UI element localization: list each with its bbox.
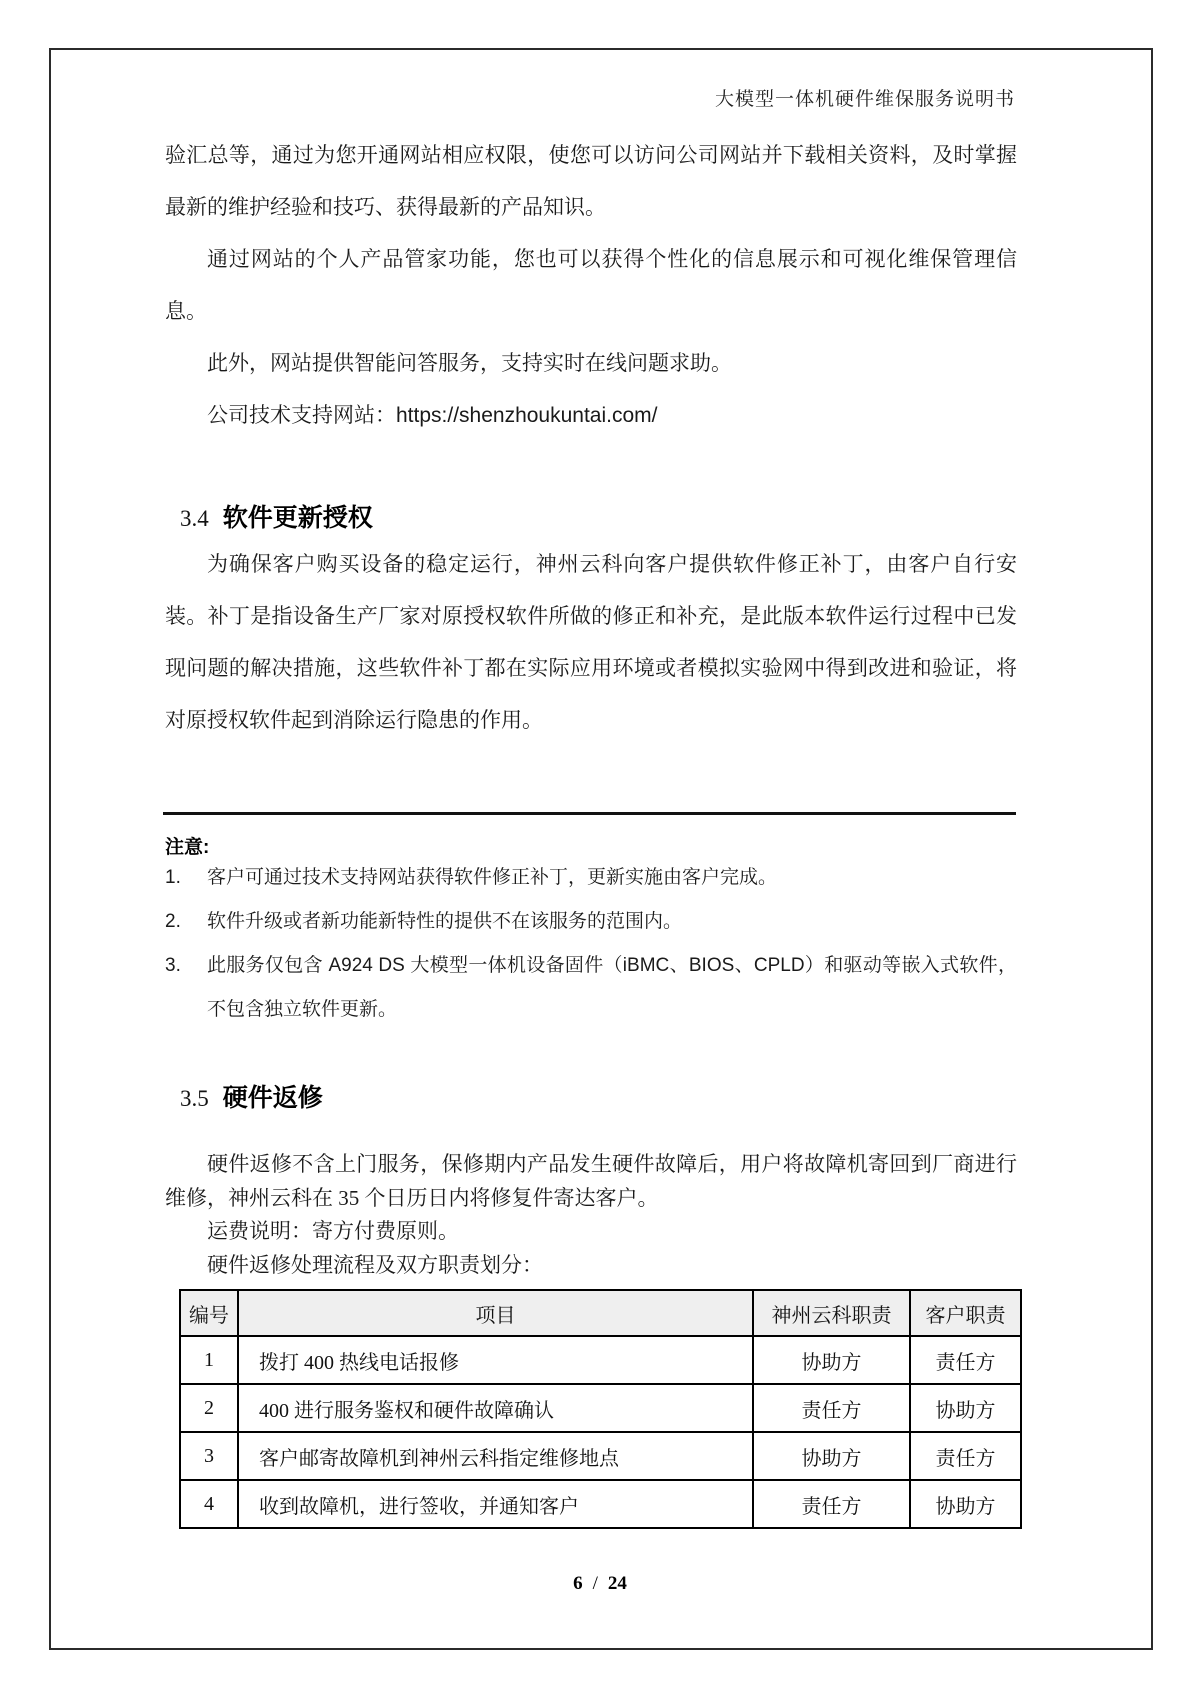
cell-customer-duty: 协助方 xyxy=(910,1480,1021,1528)
note-label: 注意: xyxy=(165,837,210,858)
section-3-4-heading xyxy=(180,498,373,534)
cell-customer-duty: 责任方 xyxy=(910,1432,1021,1480)
table-row xyxy=(180,1432,1021,1480)
note-divider-rule xyxy=(163,812,1016,815)
page-number-footer xyxy=(0,1573,1200,1595)
table-header-vendor-duty: 神州云科职责 xyxy=(753,1290,910,1336)
table-row xyxy=(180,1480,1021,1528)
section-3-5-number: 3.5 xyxy=(180,1086,209,1111)
note-item xyxy=(165,856,1017,900)
intro-paragraph-1: 验汇总等，通过为您开通网站相应权限，使您可以访问公司网站并下载相关资料，及时掌握最新的维护经验和技巧、获得最新的产品知识。 xyxy=(165,144,1017,219)
section-3-4-number: 3.4 xyxy=(180,506,209,531)
table-header-item: 项目 xyxy=(238,1290,753,1336)
intro-section xyxy=(165,130,1017,442)
table-header-row xyxy=(180,1290,1021,1336)
table-row xyxy=(180,1336,1021,1384)
note-list xyxy=(165,856,1017,1032)
cell-vendor-duty: 责任方 xyxy=(753,1384,910,1432)
cell-item: 400 进行服务鉴权和硬件故障确认 xyxy=(238,1384,753,1432)
note-item-number: 3. xyxy=(165,955,181,976)
section-3-4-paragraph: 为确保客户购买设备的稳定运行，神州云科向客户提供软件修正补丁，由客户自行安装。补丁是指设备生产厂家对原授权软件所做的修正和补充，是此版本软件运行过程中已发现问题的解决措施，这些软件补丁都在实际应用环境或者模拟实验网中得到改进和验证，将对原授权软件起到消除运行隐患的作用。 xyxy=(165,553,1017,732)
note-item-text: 软件升级或者新功能新特性的提供不在该服务的范围内。 xyxy=(207,911,683,932)
section-3-5-paragraph-3: 硬件返修处理流程及双方职责划分： xyxy=(207,1252,543,1277)
table-row xyxy=(180,1384,1021,1432)
note-item xyxy=(165,900,1017,944)
cell-id: 3 xyxy=(180,1432,238,1480)
cell-customer-duty: 责任方 xyxy=(910,1336,1021,1384)
section-3-5-title: 硬件返修 xyxy=(222,1084,323,1112)
intro-paragraph-3: 此外，网站提供智能问答服务，支持实时在线问题求助。 xyxy=(207,352,732,375)
intro-paragraph-support-url: 公司技术支持网站：https://shenzhoukuntai.com/ xyxy=(207,404,658,427)
intro-paragraph-2: 通过网站的个人产品管家功能，您也可以获得个性化的信息展示和可视化维保管理信息。 xyxy=(165,248,1017,323)
footer-separator: / xyxy=(592,1573,598,1594)
cell-item: 客户邮寄故障机到神州云科指定维修地点 xyxy=(238,1432,753,1480)
section-3-5-body xyxy=(165,1148,1017,1282)
cell-id: 2 xyxy=(180,1384,238,1432)
section-3-5-paragraph-2: 运费说明：寄方付费原则。 xyxy=(207,1219,459,1243)
section-3-4-title: 软件更新授权 xyxy=(222,504,373,532)
note-item xyxy=(165,944,1017,1032)
footer-current-page: 6 xyxy=(573,1573,583,1594)
cell-vendor-duty: 协助方 xyxy=(753,1336,910,1384)
note-item-number: 2. xyxy=(165,911,181,932)
cell-id: 1 xyxy=(180,1336,238,1384)
table-header-customer-duty: 客户职责 xyxy=(910,1290,1021,1336)
section-3-5-paragraph-1: 硬件返修不含上门服务，保修期内产品发生硬件故障后，用户将故障机寄回到厂商进行维修，神州云科在 35 个日历日内将修复件寄达客户。 xyxy=(165,1152,1017,1210)
table-header-id: 编号 xyxy=(180,1290,238,1336)
cell-id: 4 xyxy=(180,1480,238,1528)
section-3-5-heading xyxy=(180,1078,323,1114)
note-item-text: 客户可通过技术支持网站获得软件修正补丁，更新实施由客户完成。 xyxy=(207,867,778,888)
responsibility-table xyxy=(179,1289,1022,1529)
cell-item: 收到故障机，进行签收，并通知客户 xyxy=(238,1480,753,1528)
section-3-4-body xyxy=(165,539,1017,747)
footer-total-pages: 24 xyxy=(607,1573,627,1594)
note-item-number: 1. xyxy=(165,867,181,888)
note-item-text: 此服务仅包含 A924 DS 大模型一体机设备固件（iBMC、BIOS、CPLD）和驱动等嵌入式软件，不包含独立软件更新。 xyxy=(207,955,1017,1020)
document-header-title: 大模型一体机硬件维保服务说明书 xyxy=(714,89,1015,110)
cell-customer-duty: 协助方 xyxy=(910,1384,1021,1432)
cell-vendor-duty: 协助方 xyxy=(753,1432,910,1480)
cell-item: 拨打 400 热线电话报修 xyxy=(238,1336,753,1384)
cell-vendor-duty: 责任方 xyxy=(753,1480,910,1528)
